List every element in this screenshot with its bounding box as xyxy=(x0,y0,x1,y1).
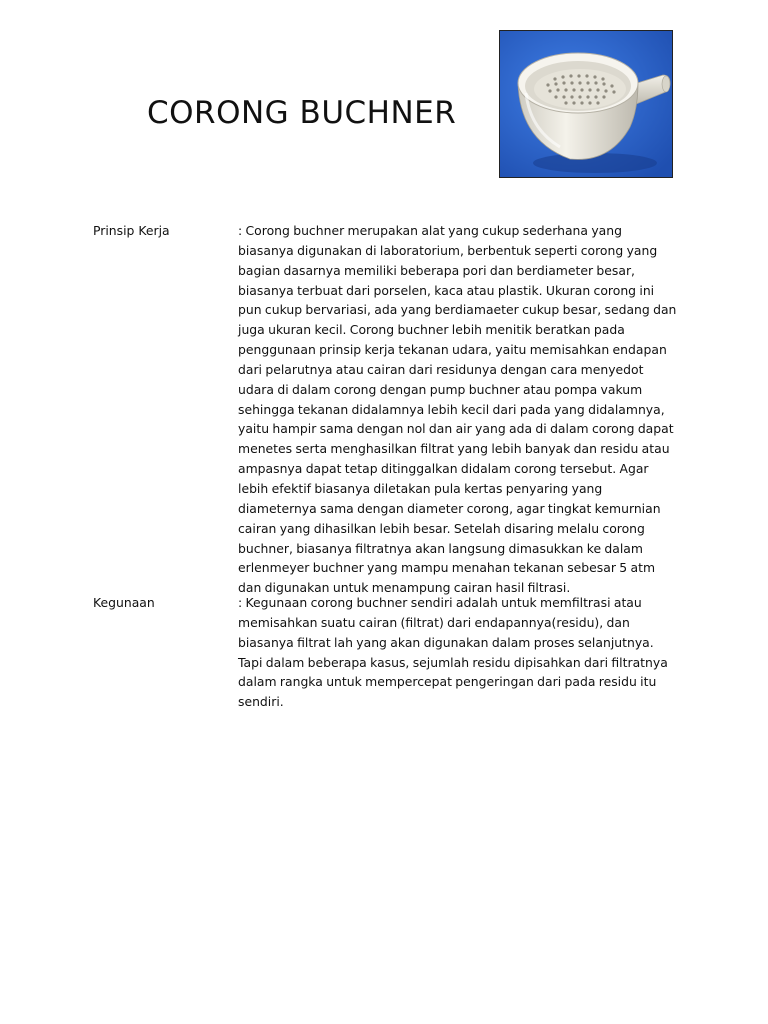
section-body: : Kegunaan corong buchner sendiri adalah untuk memfiltrasi atau memisahkan suatu cairan (filtrat) dari endapannya(residu), dan biasanya filtrat lah yang akan digunakan dalam proses selanjutnya. Tapi dalam beberapa kasus, sejumlah residu dipisahkan dari filtratnya dalam rangka untuk mempercepat pengeringan dari pada residu itu sendiri. xyxy=(238,595,668,710)
section-label: Kegunaan xyxy=(93,595,155,610)
page-title: CORONG BUCHNER xyxy=(147,95,457,131)
buchner-funnel-photo xyxy=(499,30,673,178)
section-body: : Corong buchner merupakan alat yang cukup sederhana yang biasanya digunakan di laboratorium, berbentuk seperti corong yang bagian dasarnya memiliki beberapa pori dan berdiameter besar, biasanya terbuat dari porselen, kaca atau plastik. Ukuran corong ini pun cukup bervariasi, ada yang berdiamaeter cukup besar, sedang dan juga ukuran kecil. Corong buchner lebih menitik beratkan pada penggunaan prinsip kerja tekanan udara, yaitu memisahkan endapan dari pelarutnya atau cairan dari residunya dengan cara menyedot udara di dalam corong dengan pump buchner atau pompa vakum sehingga tekanan didalamnya lebih kecil dari pada yang didalamnya, yaitu hampir sama dengan nol dan air yang ada di dalam corong dapat menetes serta menghasilkan filtrat yang lebih banyak dan residu atau ampasnya dapat tetap ditinggalkan didalam corong tersebut. Agar lebih efektif biasanya diletakan pula kertas penyaring yang diameternya sama dengan diameter corong, agar tingkat kemurnian cairan yang dihasilkan lebih besar. Setelah disaring melalu corong buchner, biasanya filtratnya akan langsung dimasukkan ke dalam erlenmeyer buchner yang mampu menahan tekanan sebesar 5 atm dan digunakan untuk menampung cairan hasil filtrasi. xyxy=(238,223,677,596)
funnel-illustration xyxy=(500,31,673,178)
section-label: Prinsip Kerja xyxy=(93,223,170,238)
